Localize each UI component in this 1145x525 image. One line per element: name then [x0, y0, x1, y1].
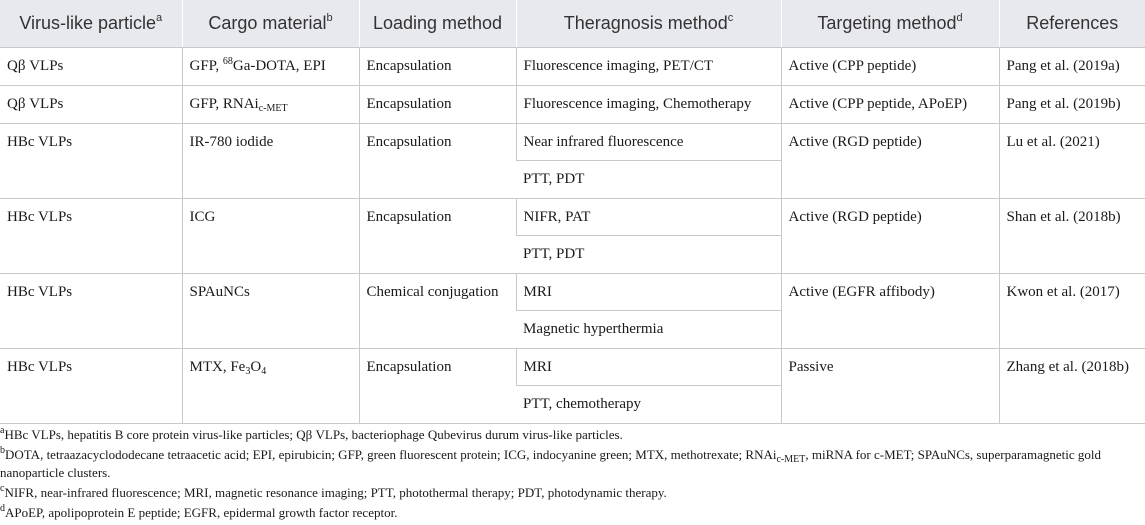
cargo-cell: MTX, $Fe_3O_4$ [182, 349, 359, 424]
theragnosis-cell: NIFR, PAT [516, 199, 781, 236]
particle-cell: HBc VLPs [0, 124, 182, 199]
theragnosis-cell: PTT, chemotherapy [516, 386, 781, 424]
theragnosis-cell: MRI [516, 349, 781, 386]
table-row [0, 199, 1145, 236]
particle-cell: Qβ VLPs [0, 48, 182, 86]
cargo-cell: SPAuNCs [182, 274, 359, 349]
theragnosis-cell: MRI [516, 274, 781, 311]
reference-cell: Pang et al. (2019a) [999, 48, 1145, 86]
table-header-row [0, 0, 1145, 48]
header-theragnosis-method: Theragnosis method$^c$ [516, 0, 781, 48]
targeting-cell: Active (CPP peptide, APoEP) [781, 86, 999, 124]
targeting-cell: Active (RGD peptide) [781, 124, 999, 199]
reference-cell: Lu et al. (2021) [999, 124, 1145, 199]
targeting-cell: Active (CPP peptide) [781, 48, 999, 86]
particle-cell: Qβ VLPs [0, 86, 182, 124]
loading-cell: Encapsulation [359, 199, 516, 274]
reference-cell: Pang et al. (2019b) [999, 86, 1145, 124]
footnote-d: $^d$APoEP, apolipoprotein E peptide; EGFR, epidermal growth factor receptor. [0, 503, 398, 520]
header-cargo-material: Cargo material$^b$ [182, 0, 359, 48]
theragnosis-cell: PTT, PDT [516, 161, 781, 199]
reference-cell: Kwon et al. (2017) [999, 274, 1145, 349]
loading-cell: Encapsulation [359, 124, 516, 199]
footnotes [0, 426, 1140, 524]
loading-cell: Encapsulation [359, 48, 516, 86]
table-row [0, 349, 1145, 386]
theragnosis-cell: PTT, PDT [516, 236, 781, 274]
footnote-b: $^b$DOTA, tetraazacyclododecane tetraacetic acid; EPI, epirubicin; GFP, green fluorescent protein; ICG, indocyanine green; MTX, methotrexate; RNAi$_{c-MET}$, miRNA for c-MET; SPAuNCs, superparamagnetic gold nanoparticle clusters. [0, 445, 1101, 480]
reference-cell: Zhang et al. (2018b) [999, 349, 1145, 424]
header-loading-method: Loading method [359, 0, 516, 48]
cargo-cell: ICG [182, 199, 359, 274]
cargo-cell: GFP, RNAi$_{c-MET}$ [182, 86, 359, 124]
footnote-c: $^c$NIFR, near-infrared fluorescence; MRI, magnetic resonance imaging; PTT, photothermal therapy; PDT, photodynamic therapy. [0, 483, 667, 500]
loading-cell: Encapsulation [359, 349, 516, 424]
table-row [0, 86, 1145, 124]
particle-cell: HBc VLPs [0, 274, 182, 349]
cargo-cell: IR-780 iodide [182, 124, 359, 199]
header-references: References [999, 0, 1145, 48]
theragnosis-cell: Magnetic hyperthermia [516, 311, 781, 349]
targeting-cell: Passive [781, 349, 999, 424]
reference-cell: Shan et al. (2018b) [999, 199, 1145, 274]
particle-cell: HBc VLPs [0, 199, 182, 274]
cargo-cell: GFP, $^{68}$Ga-DOTA, EPI [182, 48, 359, 86]
targeting-cell: Active (EGFR affibody) [781, 274, 999, 349]
theragnosis-cell: Fluorescence imaging, PET/CT [516, 48, 781, 86]
footnote-a: $^a$HBc VLPs, hepatitis B core protein virus-like particles; Qβ VLPs, bacteriophage Qubevirus durum virus-like particles. [0, 425, 623, 442]
loading-cell: Encapsulation [359, 86, 516, 124]
table-row [0, 48, 1145, 86]
table-row [0, 274, 1145, 311]
table-row [0, 124, 1145, 161]
header-targeting-method: Targeting method$^d$ [781, 0, 999, 48]
theragnosis-cell: Fluorescence imaging, Chemotherapy [516, 86, 781, 124]
loading-cell: Chemical conjugation [359, 274, 516, 349]
theragnosis-cell: Near infrared fluorescence [516, 124, 781, 161]
header-virus-like-particle: Virus-like particle$^a$ [0, 0, 182, 48]
targeting-cell: Active (RGD peptide) [781, 199, 999, 274]
particle-cell: HBc VLPs [0, 349, 182, 424]
